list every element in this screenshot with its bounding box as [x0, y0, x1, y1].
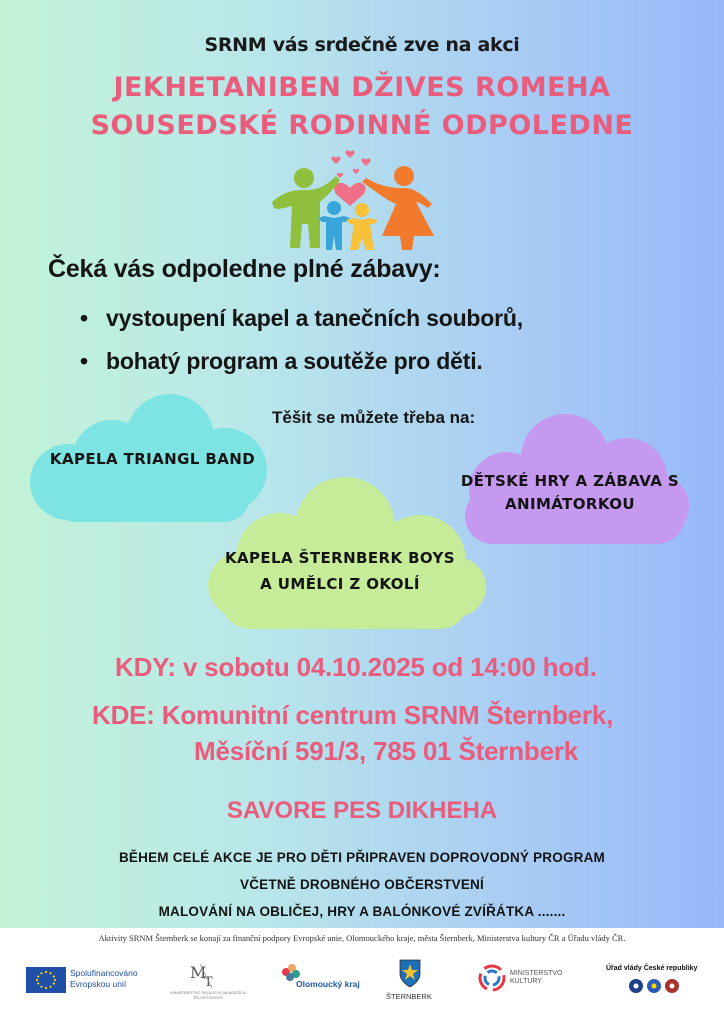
cloud-label-3 — [195, 546, 485, 597]
eu-logo-text — [70, 968, 138, 990]
ministerstvo-kultury-logo-icon — [478, 964, 506, 992]
cloud-label-line: KAPELA TRIANGL BAND — [49, 450, 256, 468]
bullet-item — [80, 305, 523, 332]
cloud-label-2 — [445, 470, 695, 517]
family-hearts-icon — [262, 150, 442, 255]
eu-flag-icon — [26, 967, 66, 993]
bullet-item — [80, 348, 483, 375]
bullet-text: bohatý program a soutěže pro děti. — [106, 348, 483, 374]
title-line-1: JEKHETANIBEN DŽIVES ROMEHA — [113, 72, 611, 103]
cloud-label-line: DĚTSKÉ HRY A ZÁBAVA S — [460, 472, 680, 490]
mk-line: KULTURY — [510, 978, 543, 986]
bullet-icon: • — [80, 305, 88, 331]
urad-vlady-text: Úřad vlády České republiky — [606, 965, 698, 972]
olomoucky-kraj-logo-icon — [276, 962, 356, 994]
note-line-2: VČETNĚ DROBNÉHO OBČERSTVENÍ — [240, 877, 484, 892]
note-line-1: BĚHEM CELÉ AKCE JE PRO DĚTI PŘIPRAVEN DOPROVODNÝ PROGRAM — [118, 850, 605, 865]
cloud-label-line: A UMĚLCI Z OKOLÍ — [260, 574, 420, 593]
when-text: KDY: v sobotu 04.10.2025 od 14:00 hod. — [115, 652, 597, 682]
sternberk-crest-icon — [398, 958, 422, 988]
lead-text: Čeká vás odpoledne plné zábavy: — [48, 255, 441, 283]
intro-text: SRNM vás srdečně zve na akci — [204, 34, 520, 56]
where-line-2: Měsíční 591/3, 785 01 Šternberk — [194, 736, 579, 766]
olomoucky-kraj-text: Olomoucký kraj — [296, 979, 360, 989]
eu-line: Spolufinancováno — [70, 968, 138, 978]
urad-vlady-emblems-icon — [628, 978, 684, 994]
look-forward-text: Těšit se můžete třeba na: — [272, 408, 476, 427]
cloud-label-line: KAPELA ŠTERNBERK BOYS — [224, 549, 456, 567]
ministerstvo-kultury-text — [510, 970, 563, 987]
msmt-logo-text: MINISTERSTVO ŠKOLSTVÍ, MLÁDEŽE A TĚLOVÝCHOVY — [170, 990, 246, 1000]
mk-line: MINISTERSTVO — [510, 970, 563, 977]
closing-text: SAVORE PES DIKHEHA — [226, 797, 498, 824]
support-text: Aktivity SRNM Šternberk se konají za finanční podpory Evropské unie, Olomouckého kraje, města Šternberk, Ministerstva kultury ČR a Úřadu vlády ČR. — [98, 933, 626, 943]
bullet-icon: • — [80, 348, 88, 374]
bullet-text: vystoupení kapel a tanečních souborů, — [106, 305, 523, 331]
note-line-3: MALOVÁNÍ NA OBLIČEJ, HRY A BALÓNKOVÉ ZVÍŘÁTKA ....... — [158, 904, 566, 919]
svg-text:T: T — [204, 975, 213, 990]
sternberk-text: ŠTERNBERK — [386, 992, 432, 1001]
eu-line: Evropskou unií — [70, 979, 127, 990]
cloud-label-1 — [30, 448, 275, 471]
cloud-label-line: ANIMÁTORKOU — [505, 495, 635, 514]
where-line-1: KDE: Komunitní centrum SRNM Šternberk, — [92, 700, 614, 730]
title-line-2: SOUSEDSKÉ RODINNÉ ODPOLEDNE — [90, 110, 634, 141]
svg-text:M: M — [190, 963, 207, 982]
